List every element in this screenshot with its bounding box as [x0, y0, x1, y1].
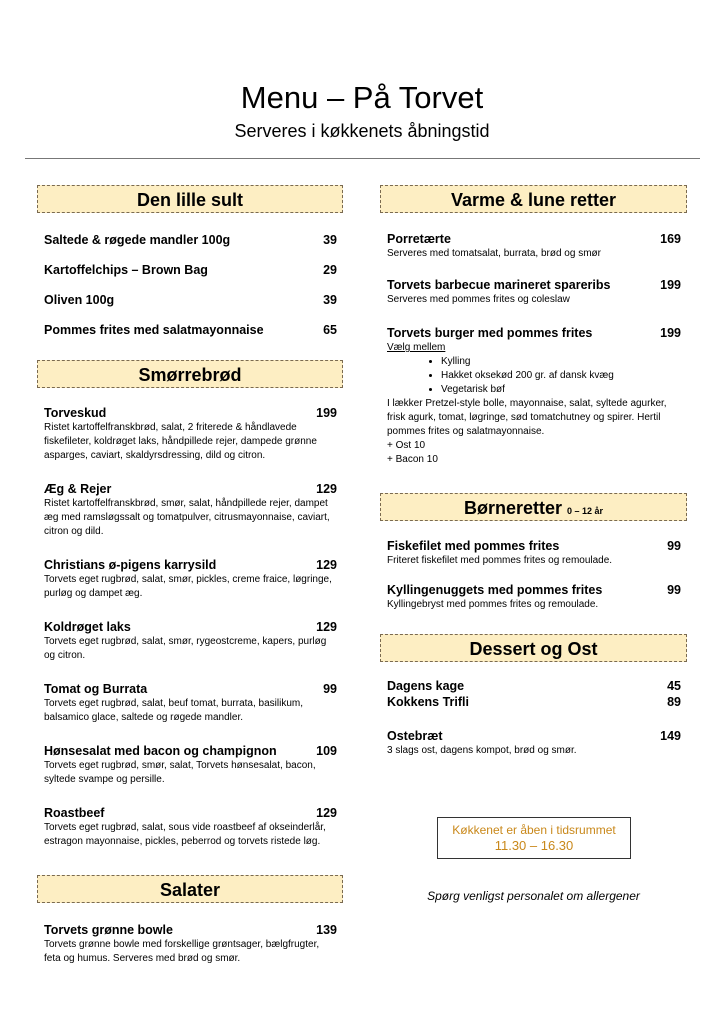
menu-item	[37, 322, 343, 338]
item-description: I lækker Pretzel-style bolle, mayonnaise, salat, syltede agurker, frisk agurk, tomat, løgringe, sød tomatchutney og spirer. Hertil pommes frites og salatmayonnaise.	[387, 398, 667, 437]
item-name: Koldrøget laks	[44, 620, 131, 634]
item-price: 129	[316, 558, 337, 572]
allergy-note: Spørg venligst personalet om allergener	[427, 889, 640, 903]
item-description: Ristet kartoffelfranskbrød, salat, 2 friterede & håndlavede fiskefileter, koldrøget laks, håndpillede rejer, dampede grønne asparges, caviart, skaldyrsdressing, dild og citron.	[44, 422, 317, 461]
item-description: Friteret fiskefilet med pommes frites og remoulade.	[387, 555, 613, 566]
menu-item	[37, 232, 343, 248]
item-description: 3 slags ost, dagens kompot, brød og smør.	[387, 745, 577, 756]
menu-item	[37, 743, 343, 787]
item-name: Ostebræt	[387, 729, 443, 743]
menu-item-burger	[380, 325, 687, 467]
item-description: Torvets grønne bowle med forskellige grøntsager, bælgfrugter, feta og humus. Serveres med brød og smør.	[44, 939, 320, 964]
item-price: 45	[667, 679, 681, 693]
menu-item	[380, 277, 687, 307]
item-price: 139	[316, 923, 337, 937]
burger-options	[387, 355, 680, 397]
item-price: 149	[660, 729, 681, 743]
menu-item	[37, 922, 343, 966]
item-price: 89	[667, 695, 681, 709]
item-price: 199	[660, 278, 681, 292]
item-name: Roastbeef	[44, 806, 105, 820]
item-name: Torvets barbecue marineret spareribs	[387, 278, 611, 292]
item-price: 65	[323, 323, 337, 337]
item-name: Kartoffelchips – Brown Bag	[44, 263, 208, 277]
item-name: Torvets grønne bowle	[44, 923, 173, 937]
right-column	[380, 185, 687, 758]
item-price: 129	[316, 806, 337, 820]
item-name: Pommes frites med salatmayonnaise	[44, 323, 264, 337]
item-price: 169	[660, 232, 681, 246]
item-price: 129	[316, 482, 337, 496]
item-name: Kokkens Trifli	[387, 695, 469, 709]
age-range: 0 – 12 år	[567, 506, 604, 516]
item-name: Torvets burger med pommes frites	[387, 326, 593, 340]
menu-item	[380, 678, 687, 694]
page-title: Menu – På Torvet	[240, 80, 484, 115]
item-description: Torvets eget rugbrød, salat, smør, pickles, creme fraice, løgringe, purløg og dampet æg.	[44, 574, 332, 599]
item-name: Fiskefilet med pommes frites	[387, 539, 560, 553]
section-heading-text: Børneretter	[463, 498, 562, 518]
item-name: Dagens kage	[387, 679, 465, 693]
extra-option: + Ost 10	[387, 440, 426, 451]
option-item: • Vegetarisk bøf	[441, 383, 680, 397]
item-price: 99	[667, 583, 681, 597]
option-item: • Kylling	[441, 355, 680, 369]
section-header-smorrebrod: Smørrebrød	[37, 360, 343, 388]
choose-label: Vælg mellem	[387, 342, 446, 353]
item-price: 99	[323, 682, 337, 696]
menu-item	[37, 292, 343, 308]
item-price: 129	[316, 620, 337, 634]
item-name: Tomat og Burrata	[44, 682, 148, 696]
menu-item	[380, 231, 687, 261]
item-name: Saltede & røgede mandler 100g	[44, 233, 231, 247]
page-subtitle: Serveres i køkkenets åbningstid	[234, 121, 490, 141]
option-item: • Hakket oksekød 200 gr. af dansk kvæg	[441, 369, 680, 383]
item-price: 39	[323, 233, 337, 247]
item-name: Æg & Rejer	[44, 482, 112, 496]
opening-hours-notice	[437, 817, 631, 859]
extra-option: + Bacon 10	[387, 454, 438, 465]
menu-item	[380, 694, 687, 710]
item-name: Oliven 100g	[44, 293, 115, 307]
item-price: 99	[667, 539, 681, 553]
item-price: 199	[316, 406, 337, 420]
left-column	[37, 185, 343, 966]
item-price: 39	[323, 293, 337, 307]
item-name: Christians ø-pigens karrysild	[44, 558, 217, 572]
section-header-dessert-og-ost: Dessert og Ost	[380, 634, 687, 662]
item-description: Ristet kartoffelfranskbrød, smør, salat, håndpillede rejer, dampet æg med ramsløgssalt og tomatpulver, citrusmayonnaise, caviart, citron og dild.	[44, 498, 330, 537]
menu-item	[37, 619, 343, 663]
notice-text: Køkkenet er åben i tidsrummet	[452, 823, 616, 837]
item-price: 109	[316, 744, 337, 758]
divider	[25, 158, 700, 159]
menu-item	[37, 405, 343, 463]
section-header-salater: Salater	[37, 875, 343, 903]
item-description: Kyllingebryst med pommes frites og remoulade.	[387, 599, 599, 610]
item-name: Torveskud	[44, 406, 107, 420]
section-header-borneretter	[380, 493, 687, 521]
item-description: Serveres med pommes frites og coleslaw	[387, 294, 570, 305]
menu-item	[37, 805, 343, 849]
menu-item	[37, 481, 343, 539]
menu-item	[37, 557, 343, 601]
notice-hours: 11.30 – 16.30	[494, 838, 574, 853]
menu-item	[380, 582, 687, 612]
item-price: 199	[660, 326, 681, 340]
item-name: Kyllingenuggets med pommes frites	[387, 583, 603, 597]
item-description: Torvets eget rugbrød, smør, salat, Torvets hønsesalat, bacon, syltede svampe og persille.	[44, 760, 316, 785]
menu-item	[37, 681, 343, 725]
item-description: Torvets eget rugbrød, salat, beuf tomat, burrata, basilikum, balsamico glace, saltede og røgede mandler.	[44, 698, 304, 723]
section-header-den-lille-sult: Den lille sult	[37, 185, 343, 213]
menu-item	[37, 262, 343, 278]
item-price: 29	[323, 263, 337, 277]
item-name: Hønsesalat med bacon og champignon	[44, 744, 277, 758]
item-description: Torvets eget rugbrød, salat, smør, rygeostcreme, kapers, purløg og citron.	[44, 636, 327, 661]
item-name: Porretærte	[387, 232, 451, 246]
item-description: Serveres med tomatsalat, burrata, brød og smør	[387, 248, 601, 259]
menu-item	[380, 728, 687, 758]
menu-item	[380, 538, 687, 568]
item-description: Torvets eget rugbrød, salat, sous vide roastbeef af okseinderlår, estragon mayonnaise, pickles, peberrod og torvets ristede løg.	[44, 822, 326, 847]
section-header-varme-lune-retter: Varme & lune retter	[380, 185, 687, 213]
